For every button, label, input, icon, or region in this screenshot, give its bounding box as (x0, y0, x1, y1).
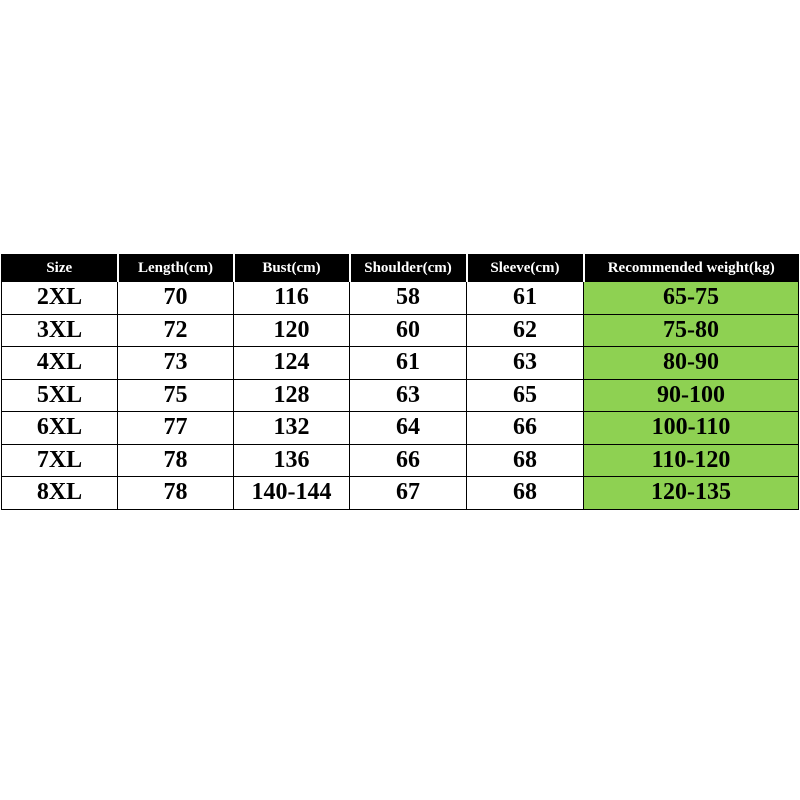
cell-sleeve: 61 (467, 282, 584, 315)
header-bust: Bust(cm) (234, 255, 350, 282)
cell-shoulder: 60 (350, 314, 467, 347)
header-length: Length(cm) (118, 255, 234, 282)
cell-shoulder: 67 (350, 477, 467, 510)
cell-weight: 65-75 (584, 282, 799, 315)
table-row (2, 477, 799, 510)
cell-length: 77 (118, 412, 234, 445)
cell-size: 8XL (2, 477, 118, 510)
header-row (2, 255, 799, 282)
table-row (2, 444, 799, 477)
header-size: Size (2, 255, 118, 282)
cell-length: 73 (118, 347, 234, 380)
cell-weight: 120-135 (584, 477, 799, 510)
size-chart-table (1, 254, 799, 510)
table-row (2, 379, 799, 412)
cell-shoulder: 64 (350, 412, 467, 445)
cell-sleeve: 68 (467, 477, 584, 510)
cell-length: 75 (118, 379, 234, 412)
cell-weight: 90-100 (584, 379, 799, 412)
cell-weight: 75-80 (584, 314, 799, 347)
cell-weight: 100-110 (584, 412, 799, 445)
header-sleeve: Sleeve(cm) (467, 255, 584, 282)
cell-size: 3XL (2, 314, 118, 347)
cell-bust: 120 (234, 314, 350, 347)
cell-bust: 124 (234, 347, 350, 380)
cell-size: 2XL (2, 282, 118, 315)
table-row (2, 347, 799, 380)
header-shoulder: Shoulder(cm) (350, 255, 467, 282)
cell-bust: 140-144 (234, 477, 350, 510)
table-body (2, 282, 799, 510)
cell-sleeve: 65 (467, 379, 584, 412)
cell-weight: 110-120 (584, 444, 799, 477)
cell-length: 78 (118, 444, 234, 477)
table-row (2, 314, 799, 347)
cell-shoulder: 66 (350, 444, 467, 477)
cell-bust: 132 (234, 412, 350, 445)
cell-shoulder: 58 (350, 282, 467, 315)
cell-length: 72 (118, 314, 234, 347)
table-header (2, 255, 799, 282)
cell-bust: 116 (234, 282, 350, 315)
table-row (2, 282, 799, 315)
cell-shoulder: 63 (350, 379, 467, 412)
cell-size: 5XL (2, 379, 118, 412)
cell-sleeve: 62 (467, 314, 584, 347)
cell-size: 7XL (2, 444, 118, 477)
cell-weight: 80-90 (584, 347, 799, 380)
cell-bust: 136 (234, 444, 350, 477)
cell-sleeve: 68 (467, 444, 584, 477)
cell-length: 70 (118, 282, 234, 315)
table-row (2, 412, 799, 445)
cell-bust: 128 (234, 379, 350, 412)
header-recommended-weight: Recommended weight(kg) (584, 255, 799, 282)
cell-shoulder: 61 (350, 347, 467, 380)
cell-sleeve: 66 (467, 412, 584, 445)
cell-size: 4XL (2, 347, 118, 380)
cell-length: 78 (118, 477, 234, 510)
cell-size: 6XL (2, 412, 118, 445)
cell-sleeve: 63 (467, 347, 584, 380)
